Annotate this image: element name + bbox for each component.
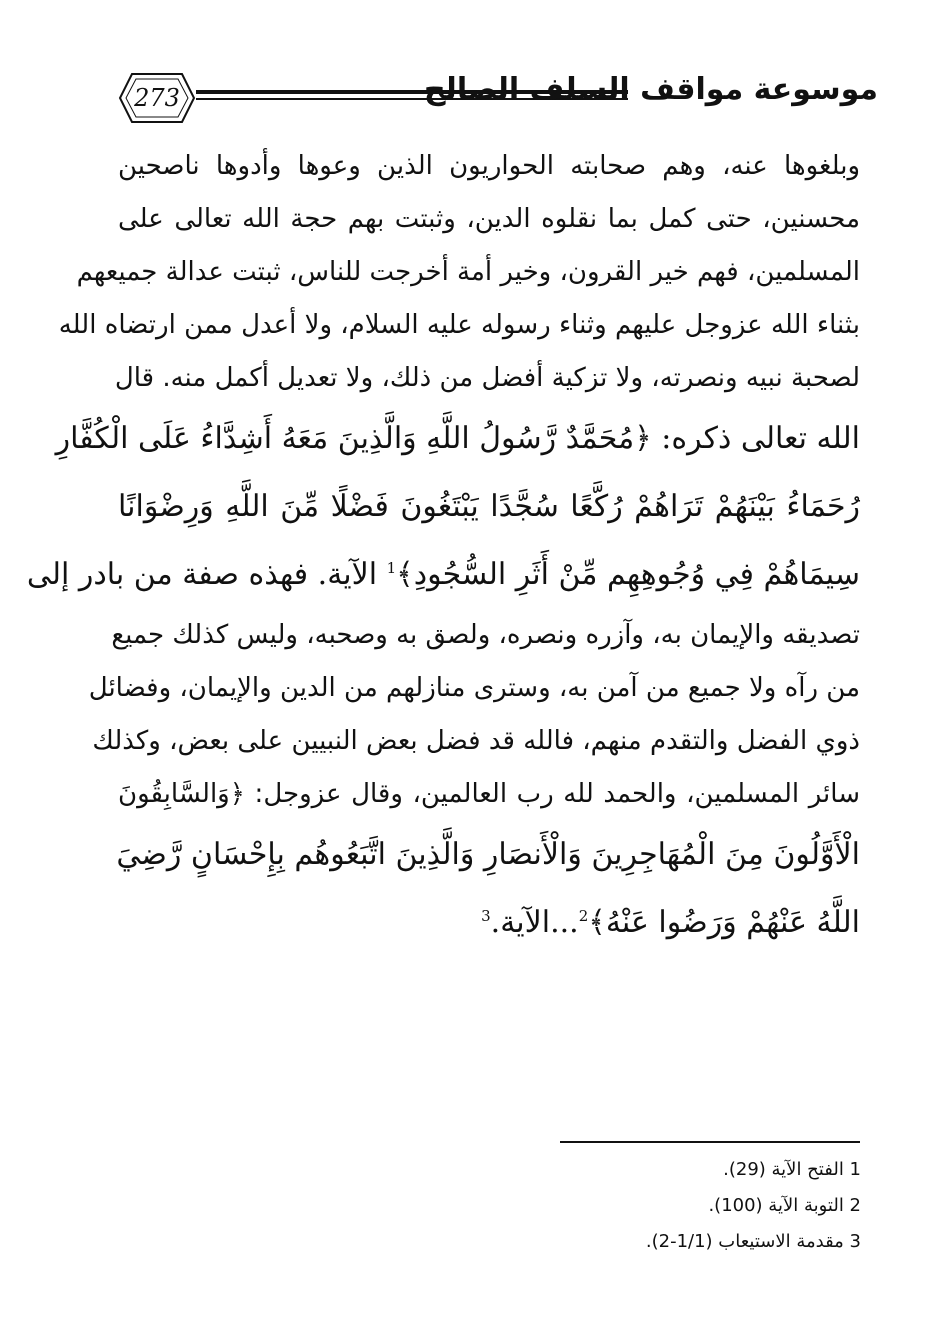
footnote: 2 التوبة الآية (100).: [708, 1195, 861, 1216]
page-number: 273: [134, 84, 180, 112]
footnote: 3 مقدمة الاستيعاب (1/1-2).: [645, 1231, 861, 1252]
quran-line-with-citation: [118, 889, 860, 957]
text-line: بثناء الله عزوجل عليهم وثناء رسوله عليه السلام، ولا أعدل ممن ارتضاه الله: [58, 310, 860, 340]
footnote-ref: 1: [386, 559, 397, 577]
text-fragment: ...الآية.: [490, 905, 579, 940]
quran-line: الله تعالى ذكره: ﴿مُحَمَّدٌ رَّسُولُ اللَّهِ وَالَّذِينَ مَعَهُ أَشِدَّاءُ عَلَى الْكُفَّارِ: [55, 421, 860, 456]
text-line: وبلغوها عنه، وهم صحابته الحواريون الذين وعوها وأدوها ناصحين: [118, 151, 860, 181]
text-line: سائر المسلمين، والحمد لله رب العالمين، وقال عزوجل: ﴿وَالسَّابِقُونَ: [118, 779, 860, 809]
text-line: لصحبة نبيه ونصرته، ولا تزكية أفضل من ذلك، ولا تعديل أكمل منه. قال: [114, 363, 860, 393]
footnote-ref: 2: [578, 907, 589, 925]
text-fragment: الآية. فهذه صفة من بادر إلى: [26, 557, 387, 592]
footnotes: [361, 1152, 861, 1260]
page-number-badge: [118, 70, 196, 126]
main-text: [26, 140, 860, 957]
text-line: محسنين، حتى كمل بما نقلوه الدين، وثبتت بهم حجة الله تعالى على: [118, 204, 860, 234]
footnote: 1 الفتح الآية (29).: [723, 1159, 861, 1180]
page-header: [118, 62, 878, 142]
book-title: موسوعة مواقف السلف الصالح: [423, 72, 878, 107]
text-line: ذوي الفضل والتقدم منهم، فالله قد فضل بعض النبيين على بعض، وكذلك: [92, 726, 860, 756]
quran-verse: سِيمَاهُمْ فِي وُجُوهِهِم مِّنْ أَثَرِ السُّجُودِ﴾: [396, 557, 860, 592]
footnote-ref: 3: [481, 907, 491, 925]
footnote-separator: [560, 1141, 860, 1143]
text-line: المسلمين، فهم خير القرون، وخير أمة أخرجت للناس، ثبتت عدالة جميعهم: [76, 257, 860, 287]
text-line: من رآه ولا جميع من آمن به، وسترى منازلهم من الدين والإيمان، وفضائل: [88, 673, 860, 703]
quran-line-with-citation: [26, 541, 860, 609]
quran-verse: اللَّهُ عَنْهُمْ وَرَضُوا عَنْهُ﴾: [588, 905, 860, 940]
text-line: تصديقه والإيمان به، وآزره ونصره، ولصق به وصحبه، وليس كذلك جميع: [111, 620, 860, 650]
quran-line: رُحَمَاءُ بَيْنَهُمْ تَرَاهُمْ رُكَّعًا سُجَّدًا يَبْتَغُونَ فَضْلًا مِّنَ اللَّهِ وَرِضْوَانًا: [118, 489, 860, 524]
quran-line: الْأَوَّلُونَ مِنَ الْمُهَاجِرِينَ وَالْأَنصَارِ وَالَّذِينَ اتَّبَعُوهُم بِإِحْسَانٍ رَّضِيَ: [116, 837, 860, 872]
